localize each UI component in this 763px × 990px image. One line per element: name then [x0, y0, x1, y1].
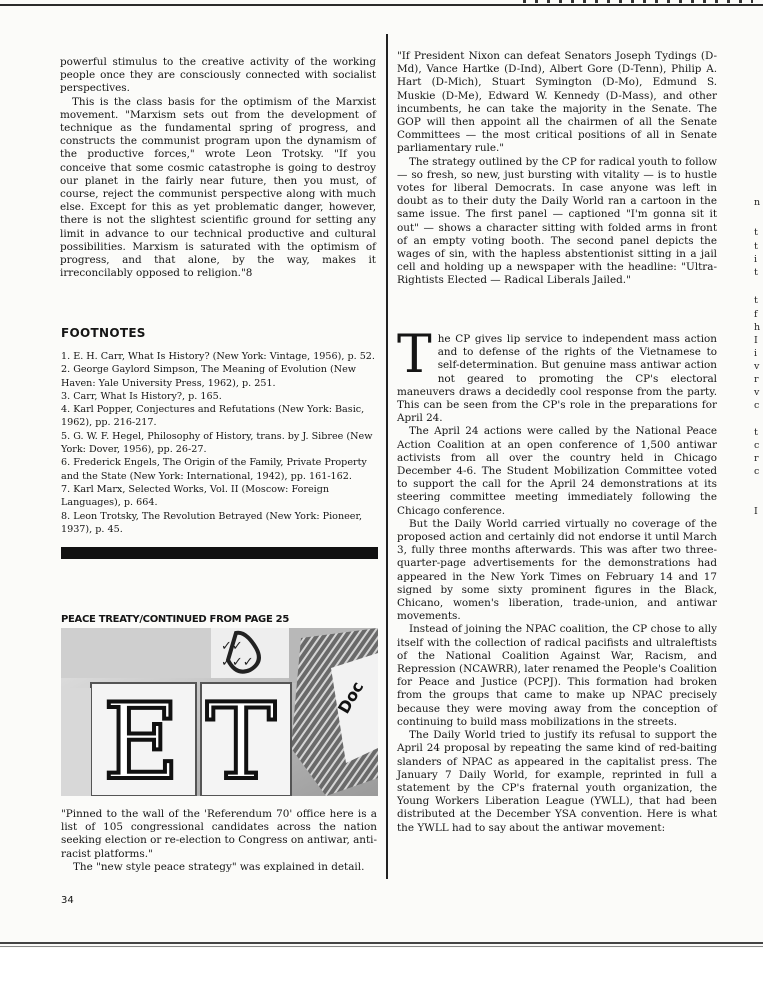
photo-letter-e: E: [103, 681, 180, 796]
right-paragraph-1: "If President Nixon can defeat Senators Joseph Tydings (D-Md), Vance Hartke (D-Ind), Albert Gore (D-Tenn), Philip A. Hart (D-Mich), Stuart Symington (D-Mo), Edmund S. Muskie (D-Me), Edward W. Kennedy (D-Mass), and other incumbents, he can take the majority in the Senate. The GOP will then appoint all the chairmen of all the Senate Committees — the most critical positions of all in Senate parliamentary rule.": [397, 50, 717, 155]
bottom-margin: [0, 948, 763, 990]
edge-letter: v: [754, 387, 760, 398]
photo-illustration: [61, 628, 378, 796]
left-paragraph-2: This is the class basis for the optimism of the Marxist movement. "Marxism sets out from the development of technique as the fundamental spring of progress, and constructs the communist program upon the dynamism of the productive forces," wrote Leon Trotsky. "If you conceive that some cosmic catastrophe is going to destroy our planet in the fairly near future, then you must, of course, reject the communist perspective along with much else. Except for this as yet problematic danger, however, there is not the slightest scientific ground for setting any limit in advance to our technical productive and cultural possibilities. Marxism is saturated with the optimism of progress, and that alone, by the way, makes it irreconcilably opposed to religion."8: [60, 95, 376, 280]
footnote-item: 7. Karl Marx, Selected Works, Vol. II (Moscow: Foreign Languages), p. 664.: [61, 483, 330, 509]
footnotes-heading: FOOTNOTES: [61, 326, 146, 340]
top-rule: [0, 4, 763, 6]
bottom-rule-thin: [0, 946, 763, 947]
right-section-2: [397, 325, 717, 835]
section2-paragraph-5: The Daily World tried to justify its refusal to support the April 24 proposal by repeating the same kind of red-baiting slanders of NPAC as appeared in the capitalist press. The January 7 Daily World, for example, reprinted in full a statement by the CP's fraternal youth organization, the Young Workers Liberation League (YWLL), that had been distributed at the December YSA convention. Here is what the YWLL had to say about the antiwar movement:: [397, 729, 717, 834]
edge-letter: t: [754, 267, 758, 278]
edge-letter: i: [754, 254, 758, 265]
edge-letter: t: [754, 227, 758, 238]
edge-letter: r: [754, 453, 759, 464]
edge-letter: h: [754, 322, 761, 333]
footnote-item: 1. E. H. Carr, What Is History? (New York: Vintage, 1956), p. 52.: [61, 351, 375, 362]
edge-letter: v: [754, 361, 760, 372]
right-paragraph-2: The strategy outlined by the CP for radical youth to follow — so fresh, so new, just bursting with vitality — is to hustle votes for liberal Democrats. In case anyone was left in doubt as to their duty the Daily World ran a cartoon in the same issue. The first panel — captioned "I'm gonna sit it out" — shows a character sitting with folded arms in front of an empty voting booth. The second panel depicts the wages of sin, with the hapless abstentionist sitting in a jail cell and holding up a newspaper with the headline: "Ultra-Rightists Elected — Radical Liberals Jailed.": [397, 155, 717, 287]
caption-paragraph-2: The "new style peace strategy" was explained in detail.: [73, 860, 365, 873]
peace-treaty-photo: [61, 628, 378, 796]
section2-paragraph-4: Instead of joining the NPAC coalition, the CP chose to ally itself with the collection of radical pacifists and ultraleftists of the National Coalition Against War, Racism, and Repression (NCAWRR), later renamed the People's Coalition for Peace and Justice (PCPJ). This formation had broken from the groups that came to make up NPAC precisely because they were moving away from the conception of continuing to build mass mobilizations in the streets.: [397, 623, 717, 728]
drop-cap: T: [397, 325, 432, 385]
section2-paragraph-1: [397, 325, 717, 425]
edge-letter: c: [754, 440, 760, 451]
section2-paragraph-3: But the Daily World carried virtually no coverage of the proposed action and certainly did not endorse it until March 3, fully three months afterwards. This was after two three-quarter-page advertisements for the demonstrations had appeared in the New York Times on February 14 and 17 signed by some sixty prominent figures in the Black, Chicano, women's liberation, trade-union, and antiwar movements.: [397, 517, 717, 623]
footnote-item: 2. George Gaylord Simpson, The Meaning of Evolution (New Haven: Yale University Press, 1962), p. 251.: [61, 364, 356, 389]
peace-treaty-caption: [61, 808, 377, 874]
edge-letter: f: [754, 309, 758, 320]
edge-letter: i: [754, 348, 758, 359]
bottom-rule: [0, 942, 763, 944]
footnote-item: 6. Frederick Engels, The Origin of the Family, Private Property and the State (New York: International, 1942), pp. 161-162.: [61, 457, 367, 482]
continued-heading: PEACE TREATY/CONTINUED FROM PAGE 25: [61, 614, 289, 625]
photo-letter-t: T: [206, 681, 277, 796]
svg-text:Doc: Doc: [334, 678, 368, 717]
column-divider: [386, 34, 388, 879]
footnote-item: 4. Karl Popper, Conjectures and Refutations (New York: Basic, 1962), pp. 216-217.: [61, 404, 365, 429]
footnote-item: 8. Leon Trotsky, The Revolution Betrayed (New York: Pioneer, 1937), p. 45.: [61, 510, 363, 535]
section2-first-text: he CP gives lip service to independent mass action and to defense of the rights of the Vietnamese to self-determination. But genuine mass antiwar action not geared to promoting the CP's electoral maneuvers draws a decidedly cool response from the party. This can be seen from the CP's role in the preparations for April 24.: [397, 333, 717, 425]
right-column-text: [397, 50, 717, 288]
edge-letter: c: [754, 400, 760, 411]
footnote-item: 3. Carr, What Is History?, p. 165.: [61, 390, 222, 402]
section2-paragraph-2: The April 24 actions were called by the National Peace Action Coalition at an open conference of 1,500 antiwar activists from all over the country held in Chicago December 4-6. The Student Mobilization Committee voted to support the call for the April 24 demonstrations at its steering committee meeting immediately following the Chicago conference.: [397, 425, 717, 517]
left-column-text: [60, 56, 376, 280]
edge-letter: t: [754, 241, 758, 252]
section-divider-bar: [61, 547, 378, 559]
left-paragraph-1: powerful stimulus to the creative activity of the working people once they are consciously connected with socialist perspectives.: [60, 56, 376, 95]
edge-letter: t: [754, 427, 758, 438]
edge-letter: I: [754, 335, 758, 346]
edge-letter: I: [754, 506, 758, 517]
edge-letter: n: [754, 197, 761, 208]
edge-letter: c: [754, 466, 760, 477]
footnote-item: 5. G. W. F. Hegel, Philosophy of History, trans. by J. Sibree (New York: Dover, 1956), pp. 26-27.: [61, 430, 373, 456]
adjacent-page-edge-text: [752, 0, 763, 990]
edge-letter: r: [754, 374, 759, 385]
svg-text:✓✓✓: ✓✓✓: [221, 655, 254, 670]
page-number: 34: [61, 895, 74, 906]
top-dotted-rule: [523, 0, 753, 3]
caption-paragraph-1: "Pinned to the wall of the 'Referendum 70' office here is a list of 105 congressional candidates across the nation seeking election or re-election to Congress on antiwar, anti-racist platforms.": [61, 808, 377, 860]
edge-letter: t: [754, 295, 758, 306]
footnotes-list: [61, 350, 379, 536]
svg-text:✓✓: ✓✓: [221, 639, 243, 654]
